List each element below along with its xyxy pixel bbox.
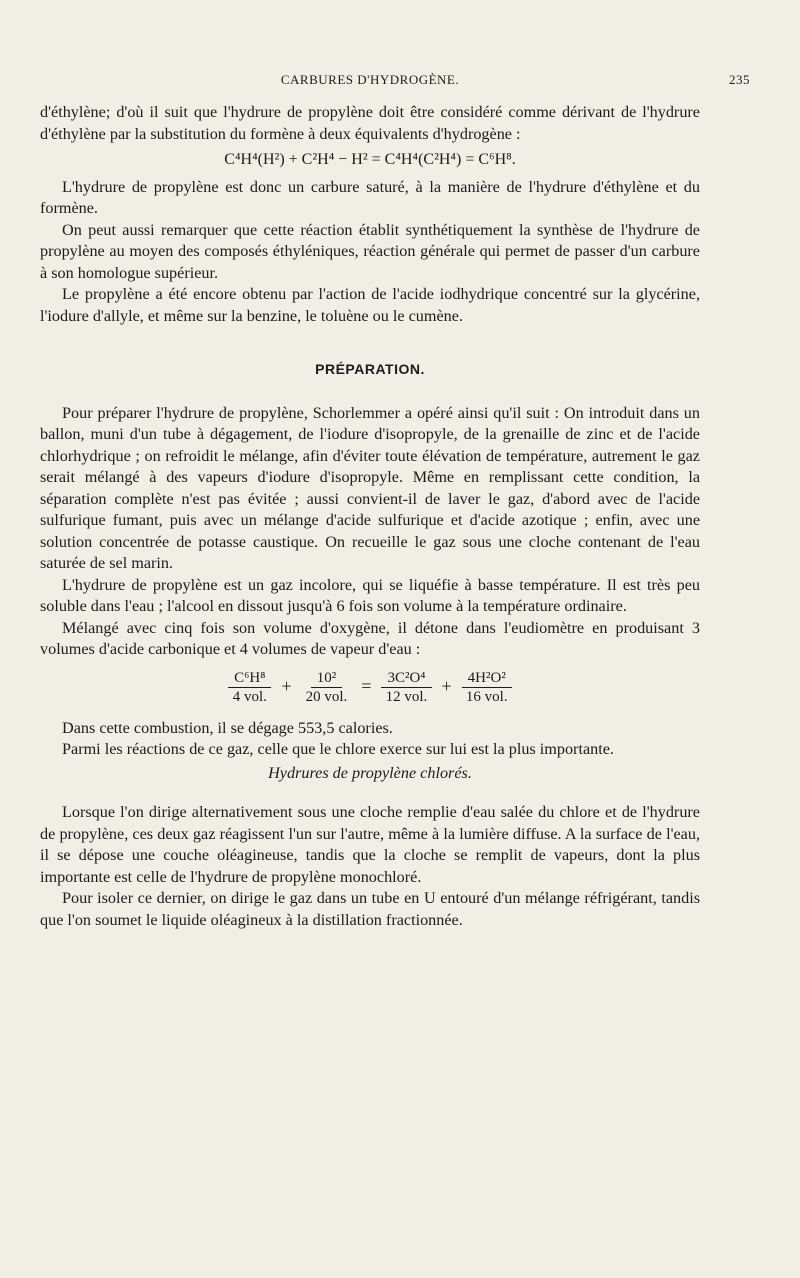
plus-sign: +: [281, 676, 292, 697]
header-title: CARBURES D'HYDROGÈNE.: [280, 72, 460, 87]
paragraph-11: Pour isoler ce dernier, on dirige le gaz dans un tube en U entouré d'un mélange réfrigérant, tandis que l'on soumet le liquide oléagineux à la distillation fractionnée.: [40, 889, 700, 929]
paragraph-1: d'éthylène; d'où il suit que l'hydrure de propylène doit être considéré comme dérivant de l'hydrure d'éthylène par la substitution du formène à deux équivalents d'hydrogène :: [40, 103, 700, 143]
subsection-heading: Hydrures de propylène chlorés.: [268, 763, 472, 782]
paragraph-4: Le propylène a été encore obtenu par l'action de l'acide iodhydrique concentré sur la glycérine, l'iodure d'allyle, et même sur la benzine, le toluène ou le cumène.: [40, 285, 700, 325]
equation-term-1: $\frac{\text{C⁶H⁸}}{\text{4 vol.}}$: [228, 669, 271, 706]
page-body: [40, 102, 700, 931]
equation-term-2: $\frac{\text{10²}}{\text{20 vol.}}$: [305, 669, 348, 705]
paragraph-6: L'hydrure de propylène est un gaz incolore, qui se liquéfie à basse température. Il est très peu soluble dans l'eau ; l'alcool en dissout jusqu'à 6 fois son volume à la température ordinaire.: [40, 575, 700, 615]
paragraph-8: Dans cette combustion, il se dégage 553,5 calories.: [62, 718, 393, 737]
paragraph-9: Parmi les réactions de ce gaz, celle que le chlore exerce sur lui est la plus importante.: [62, 740, 614, 758]
paragraph-10: Lorsque l'on dirige alternativement sous une cloche remplie d'eau salée du chlore et de l'hydrure de propylène, ces deux gaz réagissent l'un sur l'autre, même à la lumière diffuse. A la surface de l'eau, il se dépose une couche oléagineuse, tandis que la cloche se remplit de vapeurs, dont la plus importante est celle de l'hydrure de propylène monochloré.: [40, 803, 700, 886]
paragraph-5: Pour préparer l'hydrure de propylène, Schorlemmer a opéré ainsi qu'il suit : On introduit dans un ballon, muni d'un tube à dégagement, de l'iodure d'isopropyle, de la grenaille de zinc et de l'acide chlorhydrique ; on refroidit le mélange, afin d'éviter toute élévation de température, autrement le gaz serait mélangé à des vapeurs d'iodure d'isopropyle. Même en remplissant cette condition, la séparation complète n'est pas évitée ; aussi convient-il de laver le gaz, d'abord avec de l'acide sulfurique fumant, puis avec un mélange d'acide sulfurique et d'acide azotique ; enfin, avec une solution concentrée de potasse caustique. On recueille le gaz sous une cloche contenant de l'eau saturée de sel marin.: [40, 403, 700, 572]
combustion-equation: [40, 669, 700, 706]
paragraph-3: On peut aussi remarquer que cette réaction établit synthétiquement la synthèse de l'hydrure de propylène au moyen des composés éthyléniques, réaction générale qui permet de passer d'un carbure à son homologue supérieur.: [40, 220, 700, 282]
plus-sign: +: [441, 676, 452, 697]
formula-substitution: C⁴H⁴(H²) + C²H⁴ − H² = C⁴H⁴(C²H⁴) = C⁶H⁸.: [224, 151, 516, 168]
equation-term-4: $\frac{\text{4H²O²}}{\text{16 vol.}}$: [462, 669, 512, 706]
equals-sign: =: [361, 676, 372, 697]
paragraph-7: Mélangé avec cinq fois son volume d'oxygène, il détone dans l'eudiomètre en produisant 3 volumes d'acide carbonique et 4 volumes de vapeur d'eau :: [40, 618, 700, 658]
page-number: 235: [729, 72, 750, 87]
equation-term-3: $\frac{\text{3C²O⁴}}{\text{12 vol.}}$: [381, 669, 431, 706]
paragraph-2: L'hydrure de propylène est donc un carbure saturé, à la manière de l'hydrure d'éthylène et du formène.: [40, 177, 700, 217]
section-heading: PRÉPARATION.: [315, 361, 425, 377]
